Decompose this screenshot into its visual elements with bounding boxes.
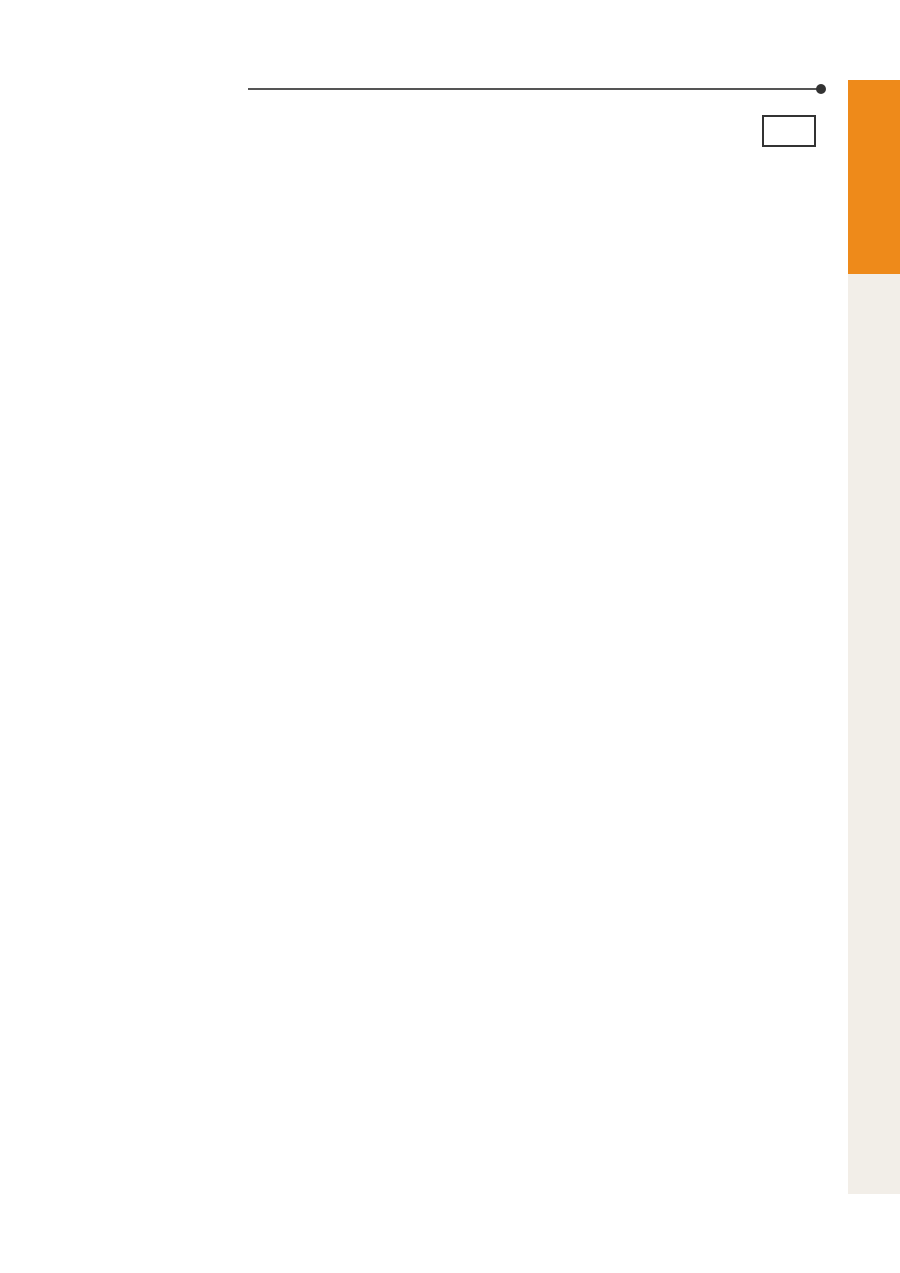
header-rule-dot — [816, 84, 826, 94]
category-number — [848, 80, 900, 88]
sidebar-category[interactable] — [848, 80, 900, 274]
rohs-badge — [762, 115, 816, 147]
rohs-label — [764, 117, 814, 118]
header-rule — [248, 88, 820, 90]
company-logo — [636, 1234, 640, 1246]
